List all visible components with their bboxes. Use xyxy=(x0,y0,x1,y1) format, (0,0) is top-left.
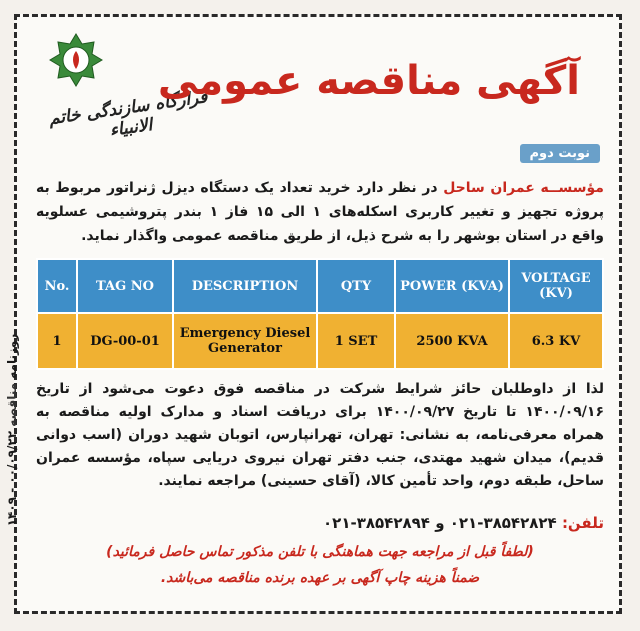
emblem-icon xyxy=(48,32,104,88)
col-no: No. xyxy=(37,259,77,313)
section-name: مناقصه xyxy=(5,382,19,427)
col-description: DESCRIPTION xyxy=(173,259,317,313)
table-row xyxy=(37,313,603,369)
details-paragraph: لذا از داوطلبان حائز شرایط شرکت در مناقصه فوق دعوت می‌شود از تاریخ ۱۴۰۰/۰۹/۱۶ تا تاریخ ۱۴۰۰/۰۹/۲۷ برای دریافت اسناد و مدارک اولیه مناقصه به همراه معرفی‌نامه، به نشانی: تهران، تهرانپارس، اتوبان شهید دوران (اسب دوانی قدیم)، میدان شهید مهتدی، جنب دفتر تهران نیروی دریایی سپاه، مؤسسه عمران ساحل، طبقه دوم، واحد تأمین کالا، (آقای حسینی) مراجعه نمایند. xyxy=(36,381,604,489)
cell-description: Emergency Diesel Generator xyxy=(173,313,317,369)
contact-note: (لطفاً قبل از مراجعه جهت هماهنگی با تلفن مذکور تماس حاصل فرمائید) xyxy=(106,544,534,560)
page-title: آگهی مناقصه عمومی xyxy=(157,58,580,104)
round-badge: نوبت دوم xyxy=(520,144,600,163)
publish-date: ۰۰/۰۹/۲۲ - ۱۴۰۹ xyxy=(5,430,19,527)
company-name: مؤسســه عمران ساحل xyxy=(443,180,604,196)
col-power: POWER (KVA) xyxy=(395,259,509,313)
cell-qty: 1 SET xyxy=(317,313,395,369)
col-voltage: VOLTAGE (KV) xyxy=(509,259,603,313)
newspaper-name: روزنامه xyxy=(5,333,19,379)
phone-label: تلفن: xyxy=(561,514,604,532)
cost-note: ضمناً هزینه چاپ آگهی بر عهده برنده مناقصه می‌باشد. xyxy=(160,570,480,586)
phone-numbers: ۳۸۵۴۲۸۲۴-۰۲۱ و ۳۸۵۴۲۸۹۴-۰۲۱ xyxy=(323,514,562,532)
col-qty: QTY xyxy=(317,259,395,313)
cell-voltage: 6.3 KV xyxy=(509,313,603,369)
cell-no: 1 xyxy=(37,313,77,369)
cell-power: 2500 KVA xyxy=(395,313,509,369)
side-caption xyxy=(0,280,24,580)
col-tag: TAG NO xyxy=(77,259,173,313)
phone-line xyxy=(36,514,604,532)
items-table xyxy=(36,258,604,370)
intro-paragraph xyxy=(36,176,604,248)
cell-tag: DG-00-01 xyxy=(77,313,173,369)
intro-text: در نظر دارد خرید تعداد یک دستگاه دیزل ژنراتور مربوط به پروژه تجهیز و تغییر کاربری اسکله‌های ۱ الی ۱۵ فاز ۱ بندر پتروشیمی عسلویه واقع در استان بوشهر را به شرح ذیل، از طریق مناقصه عمومی واگذار نماید. xyxy=(36,180,605,244)
organization-name: قرارگاه سازندگی خاتم الانبیاء xyxy=(47,87,209,141)
table-header-row xyxy=(37,259,603,313)
